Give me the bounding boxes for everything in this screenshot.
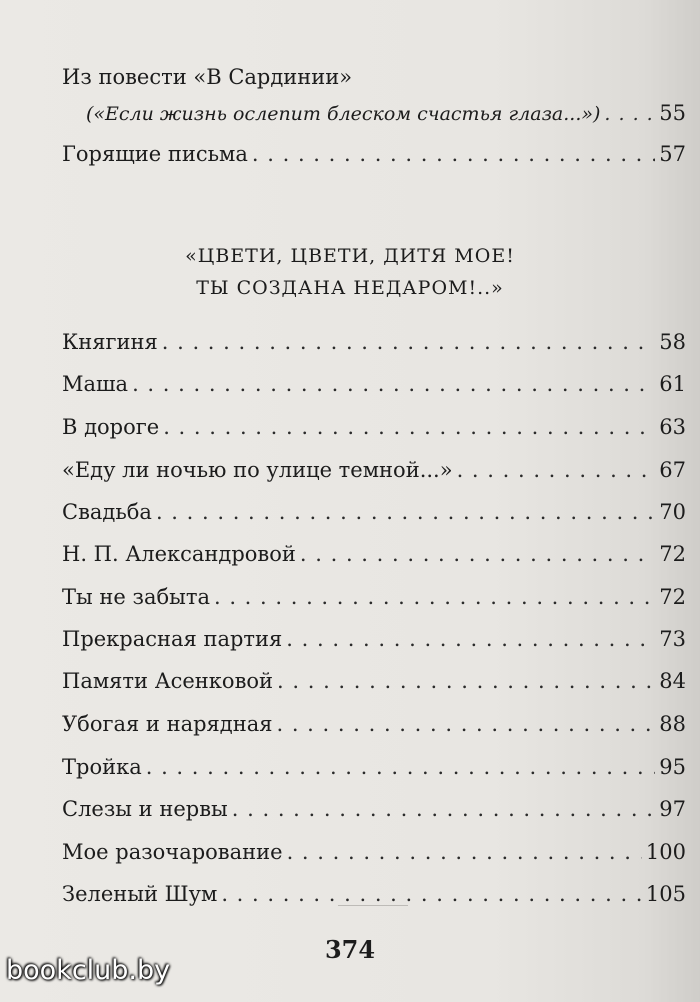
toc-entry [62,457,686,483]
section-heading-line: «ЦВЕТИ, ЦВЕТИ, ДИТЯ МОЕ! [185,245,515,267]
toc-entry [62,499,686,525]
toc-entry [62,584,686,610]
toc-entry [62,796,686,822]
toc-entry-page: 84 [659,669,686,693]
toc-entry-title: Княгиня [62,330,158,354]
toc-entry-title: Н. П. Александровой [62,542,296,566]
dot-leader [162,329,656,355]
toc-entry-page: 58 [659,330,686,354]
dot-leader [287,839,642,865]
toc-entry-title: Ты не забыта [62,585,210,609]
toc-entry-page: 88 [659,712,686,736]
toc-entry [62,371,686,397]
toc-entry-title: Из повести «В Сардинии» [62,65,353,89]
watermark: bookclub.by [6,955,171,986]
dot-leader [277,668,655,694]
toc-entry [62,414,686,440]
toc-entry [62,141,686,167]
toc-entry-page: 72 [659,542,686,566]
toc-entry-page: 67 [659,458,686,482]
toc-entry [62,329,686,355]
divider [338,905,408,906]
toc-entry-page: 105 [645,882,686,906]
dot-leader [286,626,655,652]
toc-entry [62,881,686,907]
toc-entry [62,839,686,865]
dot-leader [156,499,655,525]
toc-entry-page: 63 [659,415,686,439]
section-heading-line: ТЫ СОЗДАНА НЕДАРОМ!..» [196,277,504,299]
toc-entry-title: Свадьба [62,500,152,524]
toc-entry-page: 55 [659,101,686,125]
page-number: 374 [324,935,376,964]
toc-entry-page: 70 [659,500,686,524]
section-heading [0,240,700,304]
dot-leader [146,754,656,780]
toc-entry-page: 57 [659,142,686,166]
dot-leader [214,584,655,610]
toc-entry-title: Убогая и нарядная [62,712,273,736]
toc-entry-page: 100 [645,840,686,864]
toc-entry [62,754,686,780]
toc-entry [86,100,686,127]
toc-entry [62,668,686,694]
toc-entry-page: 73 [659,627,686,651]
toc-entry-title: Маша [62,372,129,396]
dot-leader [221,881,642,907]
toc-entry-page: 97 [659,797,686,821]
toc-entry-title: Памяти Асенковой [62,669,274,693]
toc-entry [62,541,686,567]
dot-leader [252,141,655,167]
toc-entry [62,711,686,737]
dot-leader [300,541,655,567]
toc-entry-page: 95 [659,755,686,779]
dot-leader [276,711,655,737]
dot-leader [457,457,656,483]
dot-leader [132,371,655,397]
toc-entry-title: В дороге [62,415,160,439]
toc-entry-title: Горящие письма [62,142,248,166]
dot-leader [232,796,656,822]
dot-leader [163,414,655,440]
toc-entry [62,626,686,652]
toc-entry-title: Зеленый Шум [62,882,218,906]
toc-entry-title: Слезы и нервы [62,797,228,821]
toc-entry-title: Прекрасная партия [62,627,283,651]
toc-entry-page: 72 [659,585,686,609]
toc-entry-title: Тройка [62,755,142,779]
toc-entry-title: «Еду ли ночью по улице темной...» [62,458,453,482]
dot-leader [604,101,655,127]
toc-entry-title: («Если жизнь ослепит блеском счастья глаза...») [86,103,601,125]
toc-entry-page: 61 [659,372,686,396]
toc-entry-title: Мое разочарование [62,840,283,864]
